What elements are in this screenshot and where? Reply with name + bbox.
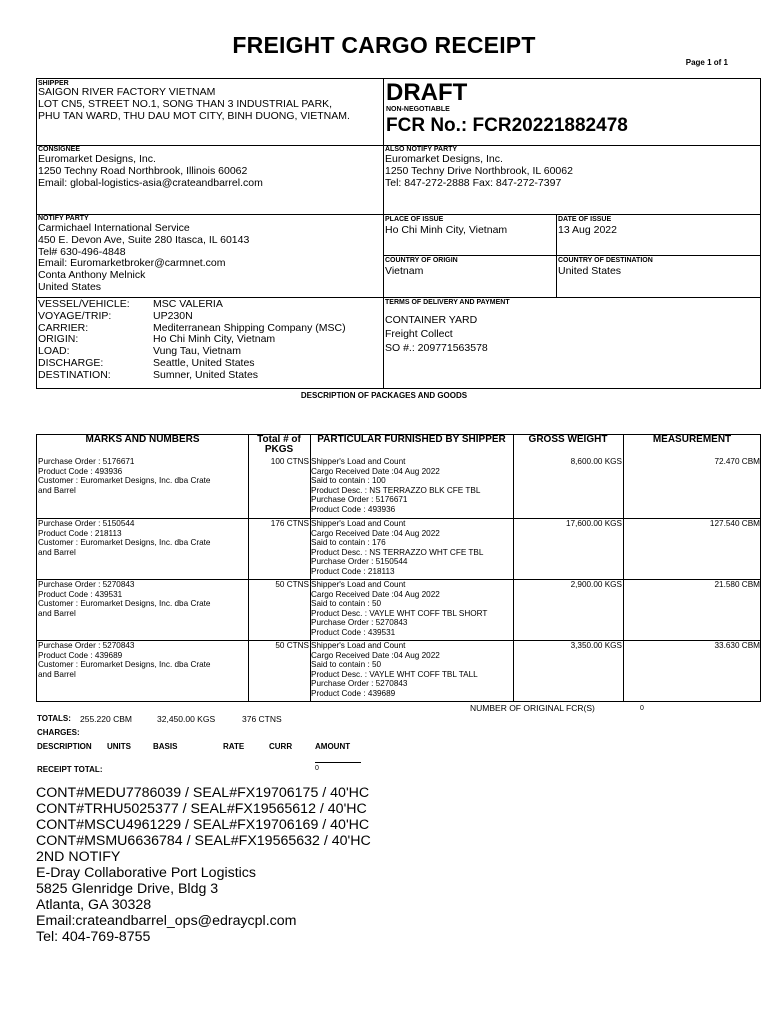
row-pkgs: 176 CTNS <box>270 519 309 528</box>
receipt-total-label: RECEIPT TOTAL: <box>37 765 103 774</box>
marks-line: Product Code : 439531 <box>38 589 123 599</box>
second-notify-line: Atlanta, GA 30328 <box>36 897 152 913</box>
marks-line: Customer : Euromarket Designs, Inc. dba Crate <box>38 599 211 608</box>
transport-key: DESTINATION: <box>38 368 111 381</box>
totals-kgs: 32,450.00 KGS <box>157 714 216 724</box>
consignee-block <box>38 154 263 189</box>
totals-label: TOTALS: <box>37 714 71 723</box>
country-of-origin-value: Vietnam <box>385 265 424 277</box>
particulars-line: Product Code : 218113 <box>311 566 395 576</box>
container-line: CONT#MSMU6636784 / SEAL#FX19565632 / 40'HC <box>36 833 371 849</box>
second-notify-line: 2ND NOTIFY <box>36 849 121 865</box>
place-of-issue-value: Ho Chi Minh City, Vietnam <box>385 224 508 236</box>
consignee-line: 1250 Techny Road Northbrook, Illinois 60062 <box>38 164 248 177</box>
particulars-line: Product Code : 439531 <box>311 627 396 637</box>
particulars-line: Purchase Order : 5150544 <box>311 557 408 566</box>
charges-col-rate: RATE <box>223 742 245 751</box>
transport-details <box>38 299 346 382</box>
transport-key: ORIGIN: <box>38 333 79 346</box>
col-divider <box>513 435 514 702</box>
charges-col-amount: AMOUNT <box>315 742 351 751</box>
original-fcr-label: NUMBER OF ORIGINAL FCR(S) <box>470 703 595 713</box>
containers-and-notify <box>36 785 371 945</box>
transport-value: MSC VALERIA <box>153 298 223 310</box>
consignee-label: CONSIGNEE <box>38 146 81 153</box>
transport-key: VOYAGE/TRIP: <box>38 309 112 322</box>
terms-line: Freight Collect <box>385 328 453 340</box>
header-grid <box>36 78 761 389</box>
charges-col-units: UNITS <box>107 742 131 751</box>
particulars-line: Purchase Order : 5270843 <box>311 679 408 688</box>
header-total-line: PKGS <box>264 444 294 455</box>
country-of-destination-label: COUNTRY OF DESTINATION <box>558 257 653 264</box>
particulars-line: Cargo Received Date :04 Aug 2022 <box>311 528 440 538</box>
row-particulars <box>311 580 487 637</box>
second-notify-line: E-Dray Collaborative Port Logistics <box>36 865 256 881</box>
col-divider <box>248 435 249 702</box>
also-notify-line: 1250 Techny Drive Northbrook, IL 60062 <box>385 164 573 177</box>
header-measurement: MEASUREMENT <box>652 434 732 445</box>
particulars-line: Cargo Received Date :04 Aug 2022 <box>311 650 440 660</box>
also-notify-label: ALSO NOTIFY PARTY <box>385 146 458 153</box>
particulars-line: Shipper's Load and Count <box>311 519 406 528</box>
row-measurement: 33.630 CBM <box>714 641 760 650</box>
particulars-line: Product Code : 439689 <box>311 688 396 698</box>
marks-line: and Barrel <box>38 485 76 495</box>
particulars-line: Said to contain : 176 <box>311 538 386 547</box>
row-measurement: 72.470 CBM <box>714 457 760 466</box>
totals-ctns: 376 CTNS <box>242 714 282 724</box>
notify-party-line: United States <box>38 280 102 293</box>
transport-row <box>38 370 346 382</box>
transport-value: Mediterranean Shipping Company (MSC) <box>153 321 346 334</box>
particulars-line: Product Desc. : VAYLE WHT COFF TBL TALL <box>311 669 478 679</box>
marks-line: Purchase Order : 5270843 <box>38 580 135 589</box>
row-weight: 17,600.00 KGS <box>566 519 622 528</box>
date-of-issue-label: DATE OF ISSUE <box>558 216 612 223</box>
container-line: CONT#MSCU4961229 / SEAL#FX19706169 / 40'HC <box>36 817 370 833</box>
transport-key: CARRIER: <box>38 321 89 334</box>
shipper-line: PHU TAN WARD, THU DAU MOT CITY, BINH DUONG, VIETNAM. <box>38 109 350 122</box>
transport-value: UP230N <box>153 309 193 322</box>
particulars-line: Shipper's Load and Count <box>311 457 406 466</box>
row-marks <box>38 641 210 679</box>
container-line: CONT#MEDU7786039 / SEAL#FX19706175 / 40'HC <box>36 785 370 801</box>
marks-line: Product Code : 493936 <box>38 466 123 476</box>
marks-line: Customer : Euromarket Designs, Inc. dba Crate <box>38 476 211 485</box>
row-particulars <box>311 519 483 576</box>
non-negotiable-label: NON-NEGOTIABLE <box>386 106 450 113</box>
notify-party-line: Carmichael International Service <box>38 222 190 234</box>
terms-line: CONTAINER YARD <box>385 314 478 326</box>
receipt-total-value: 0 <box>315 765 319 772</box>
row-marks <box>38 457 210 495</box>
fcr-number: FCR No.: FCR20221882478 <box>386 115 628 136</box>
marks-line: Purchase Order : 5270843 <box>38 641 135 650</box>
header-particulars: PARTICULAR FURNISHED BY SHIPPER <box>317 434 506 445</box>
notify-party-label: NOTIFY PARTY <box>38 215 89 222</box>
also-notify-block <box>385 154 573 189</box>
row-measurement: 127.540 CBM <box>709 519 760 528</box>
particulars-line: Purchase Order : 5176671 <box>311 495 408 504</box>
transport-value: Vung Tau, Vietnam <box>153 345 241 358</box>
particulars-line: Product Code : 493936 <box>311 504 396 514</box>
original-fcr-value: 0 <box>640 705 644 712</box>
terms-line: SO #.: 209771563578 <box>385 342 488 354</box>
divider-h-shipper <box>37 145 383 146</box>
particulars-line: Said to contain : 100 <box>311 476 386 485</box>
row-weight: 8,600.00 KGS <box>570 457 622 466</box>
charges-col-basis: BASIS <box>153 742 178 751</box>
goods-table <box>36 434 761 702</box>
header-total-pkgs <box>248 435 310 455</box>
container-line: CONT#TRHU5025377 / SEAL#FX19565612 / 40'HC <box>36 801 367 817</box>
row-marks <box>38 519 210 557</box>
particulars-line: Product Desc. : VAYLE WHT COFF TBL SHORT <box>311 608 488 618</box>
transport-key: LOAD: <box>38 345 70 358</box>
also-notify-line: Euromarket Designs, Inc. <box>385 153 503 165</box>
notify-party-block <box>38 223 249 294</box>
particulars-line: Cargo Received Date :04 Aug 2022 <box>311 466 440 476</box>
transport-key: VESSEL/VEHICLE: <box>38 298 130 310</box>
receipt-total-rule <box>315 762 361 763</box>
particulars-line: Said to contain : 50 <box>311 599 382 608</box>
divider-h-notify <box>37 297 761 298</box>
second-notify-line: Email:crateandbarrel_ops@edraycpl.com <box>36 913 297 929</box>
transport-value: Seattle, United States <box>153 356 255 369</box>
transport-key: DISCHARGE: <box>38 356 104 369</box>
marks-line: Purchase Order : 5150544 <box>38 519 135 528</box>
marks-line: Customer : Euromarket Designs, Inc. dba Crate <box>38 538 211 547</box>
consignee-line: Email: global-logistics-asia@crateandbarrel.com <box>38 176 263 189</box>
marks-line: and Barrel <box>38 547 76 557</box>
draft-stamp: DRAFT <box>386 79 468 106</box>
place-of-issue-label: PLACE OF ISSUE <box>385 216 444 223</box>
header-gross-weight: GROSS WEIGHT <box>528 434 608 445</box>
second-notify-line: 5825 Glenridge Drive, Bldg 3 <box>36 881 219 897</box>
document-title: FREIGHT CARGO RECEIPT <box>232 32 536 58</box>
transport-value: Sumner, United States <box>153 368 259 381</box>
row-weight: 3,350.00 KGS <box>570 641 622 650</box>
description-heading: DESCRIPTION OF PACKAGES AND GOODS <box>300 391 468 400</box>
divider-v-main <box>383 79 384 389</box>
row-pkgs: 100 CTNS <box>270 457 309 466</box>
divider-h-consignee <box>37 214 761 215</box>
row-particulars <box>311 641 478 698</box>
shipper-label: SHIPPER <box>38 80 69 87</box>
particulars-line: Shipper's Load and Count <box>311 641 406 650</box>
shipper-block <box>38 87 350 122</box>
shipper-line: SAIGON RIVER FACTORY VIETNAM <box>38 86 216 98</box>
transport-row <box>38 311 346 323</box>
marks-line: and Barrel <box>38 669 76 679</box>
marks-line: Customer : Euromarket Designs, Inc. dba Crate <box>38 660 211 669</box>
country-of-destination-value: United States <box>558 265 622 277</box>
totals-cbm: 255.220 CBM <box>80 714 132 724</box>
marks-line: Product Code : 439689 <box>38 650 123 660</box>
particulars-line: Product Desc. : NS TERRAZZO WHT CFE TBL <box>311 547 484 557</box>
charges-col-curr: CURR <box>269 742 293 751</box>
terms-label: TERMS OF DELIVERY AND PAYMENT <box>385 299 510 306</box>
date-of-issue-value: 13 Aug 2022 <box>558 224 617 236</box>
marks-line: Purchase Order : 5176671 <box>38 457 135 466</box>
transport-value: Ho Chi Minh City, Vietnam <box>153 333 276 346</box>
notify-party-line: Email: Euromarketbroker@carmnet.com <box>38 257 226 270</box>
header-marks: MARKS AND NUMBERS <box>85 434 200 445</box>
charges-col-description: DESCRIPTION <box>37 742 92 751</box>
marks-line: and Barrel <box>38 608 76 618</box>
transport-row <box>38 358 346 370</box>
row-particulars <box>311 457 480 514</box>
header-total-line: Total # of <box>257 434 301 445</box>
charges-label: CHARGES: <box>37 728 80 737</box>
divider-v-issue <box>556 214 557 297</box>
row-pkgs: 50 CTNS <box>275 580 309 589</box>
row-pkgs: 50 CTNS <box>275 641 309 650</box>
second-notify-line: Tel: 404-769-8755 <box>36 929 151 945</box>
marks-line: Product Code : 218113 <box>38 528 122 538</box>
particulars-line: Purchase Order : 5270843 <box>311 618 408 627</box>
country-of-origin-label: COUNTRY OF ORIGIN <box>385 257 458 264</box>
notify-party-line: Conta Anthony Melnick <box>38 269 146 282</box>
particulars-line: Cargo Received Date :04 Aug 2022 <box>311 589 440 599</box>
row-marks <box>38 580 210 618</box>
shipper-line: LOT CN5, STREET NO.1, SONG THAN 3 INDUSTRIAL PARK, <box>38 97 333 110</box>
consignee-line: Euromarket Designs, Inc. <box>38 153 156 165</box>
notify-party-line: 450 E. Devon Ave, Suite 280 Itasca, IL 60143 <box>38 233 250 246</box>
terms-block <box>385 313 488 355</box>
divider-h-issue <box>383 255 761 256</box>
also-notify-line: Tel: 847-272-2888 Fax: 847-272-7397 <box>385 176 562 189</box>
notify-party-line: Tel# 630-496-4848 <box>38 245 126 258</box>
particulars-line: Shipper's Load and Count <box>311 580 406 589</box>
particulars-line: Product Desc. : NS TERRAZZO BLK CFE TBL <box>311 485 481 495</box>
row-measurement: 21.580 CBM <box>714 580 760 589</box>
row-weight: 2,900.00 KGS <box>570 580 622 589</box>
page-number: Page 1 of 1 <box>685 58 728 67</box>
col-divider <box>623 435 624 702</box>
particulars-line: Said to contain : 50 <box>311 660 382 669</box>
